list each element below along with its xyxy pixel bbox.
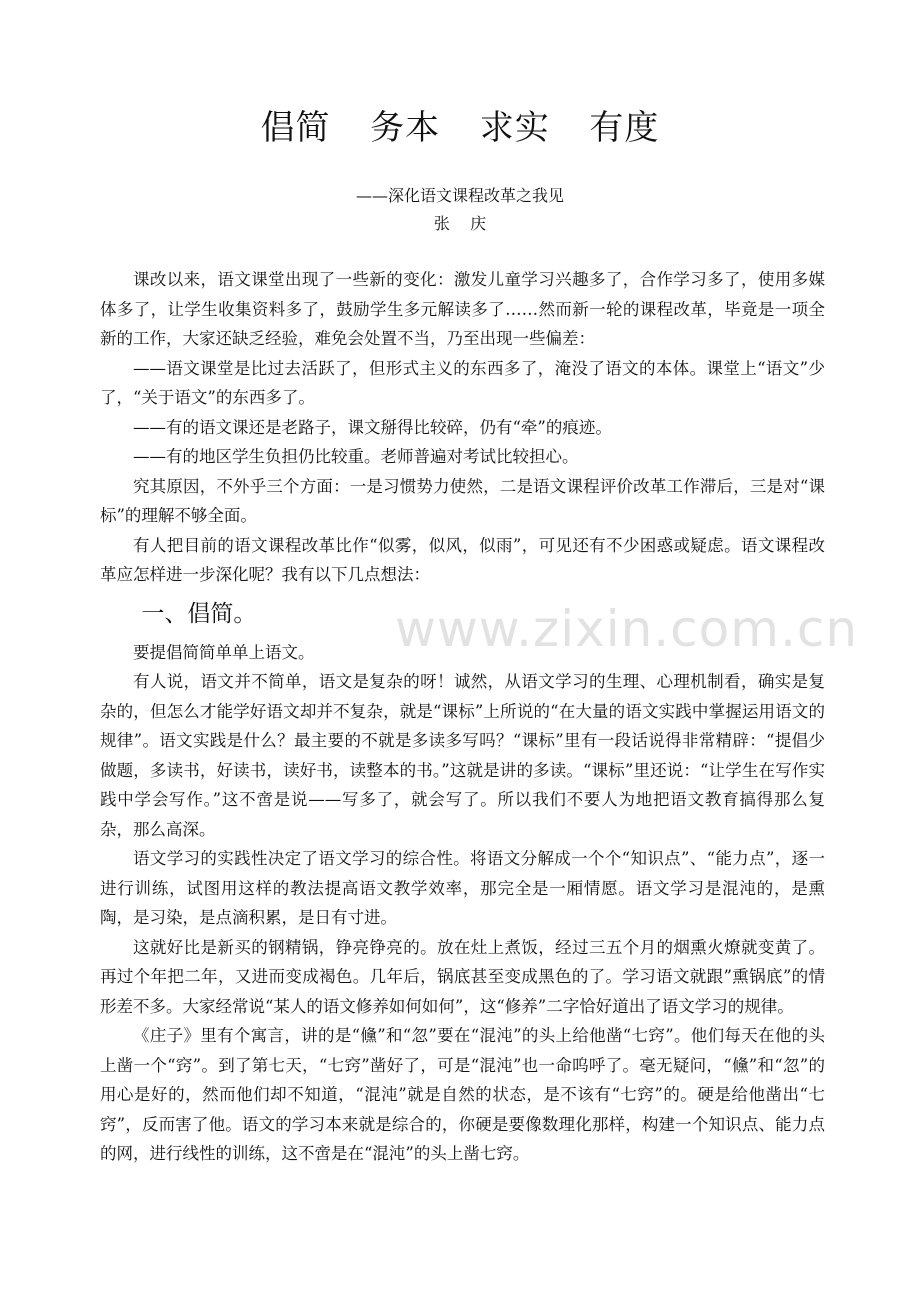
paragraph: 有人说，语文并不简单，语文是复杂的呀！诚然，从语文学习的生理、心理机制看，确实是复杂的，但怎么才能学好语文却并不复杂，就是“课标”上所说的“在大量的语文实践中掌握运用语文的规律”。语文实践是什么？最主要的不就是多读多写吗？“课标”里有一段话说得非常精辟：“提倡少做题，多读书，好读书，读好书，读整本的书。”这就是讲的多读。“课标”里还说：“让学生在写作实践中学会写作。”这不啻是说——写多了，就会写了。所以我们不要人为地把语文教育搞得那么复杂，那么高深。 [100, 672, 825, 839]
paragraph: 这就好比是新买的钢精锅，铮亮铮亮的。放在灶上煮饭，经过三五个月的烟熏火燎就变黄了。再过个年把二年，又进而变成褐色。几年后，锅底甚至变成黑色的了。学习语文就跟”熏锅底”的情形差不多。大家经常说“某人的语文修养如何如何”，这“修养”二字恰好道出了语文学习的规律。 [100, 937, 825, 1016]
document-body [100, 265, 825, 1169]
paragraph: ——语文课堂是比过去活跃了，但形式主义的东西多了，淹没了语文的本体。课堂上“语文”少了，“关于语文”的东西多了。 [100, 358, 825, 407]
paragraph: 《庄子》里有个寓言，讲的是“儵”和“忽”要在“混沌”的头上给他凿“七窍”。他们每天在他的头上凿一个“窍”。到了第七天，“七窍”凿好了，可是“混沌”也一命呜呼了。毫无疑问，“儵”和“忽”的用心是好的，然而他们却不知道，“混沌”就是自然的状态，是不该有“七窍”的。硬是给他凿出“七窍”，反而害了他。语文的学习本来就是综合的，你硬是要像数理化那样，构建一个知识点、能力点的网，进行线性的训练，这不啻是在“混沌”的头上凿七窍。 [100, 1026, 825, 1163]
paragraph: 有人把目前的语文课程改革比作“似雾，似风，似雨”，可见还有不少困惑或疑虑。语文课程改革应怎样进一步深化呢？我有以下几点想法： [100, 535, 825, 584]
document-title: 倡简 务本 求实 有度 [260, 108, 660, 148]
paragraph: 课改以来，语文课堂出现了一些新的变化：激发儿童学习兴趣多了，合作学习多了，使用多媒体多了，让学生收集资料多了，鼓励学生多元解读多了……然而新一轮的课程改革，毕竟是一项全新的工作，大家还缺乏经验，难免会处置不当，乃至出现一些偏差： [100, 270, 825, 348]
paragraph: ——有的地区学生负担仍比较重。老师普遍对考试比较担心。 [133, 447, 579, 466]
author-name: 张 庆 [433, 214, 487, 233]
watermark: www.zixin.com.cn [395, 600, 859, 658]
paragraph: 究其原因，不外乎三个方面：一是习惯势力使然，二是语文课程评价改革工作滞后，三是对“课标”的理解不够全面。 [100, 476, 825, 525]
paragraph: 语文学习的实践性决定了语文学习的综合性。将语文分解成一个个“知识点”、“能力点”，逐一进行训练，试图用这样的教法提高语文教学效率，那完全是一厢情愿。语文学习是混沌的，是熏陶，是习染，是点滴积累，是日有寸进。 [100, 849, 825, 927]
paragraph: 要提倡简简单单上语文。 [133, 642, 315, 662]
paragraph: ——有的语文课还是老路子，课文掰得比较碎，仍有“牵”的痕迹。 [133, 417, 612, 437]
document-subtitle: ——深化语文课程改革之我见 [355, 186, 564, 205]
section-heading: 一、倡简。 [141, 600, 257, 627]
